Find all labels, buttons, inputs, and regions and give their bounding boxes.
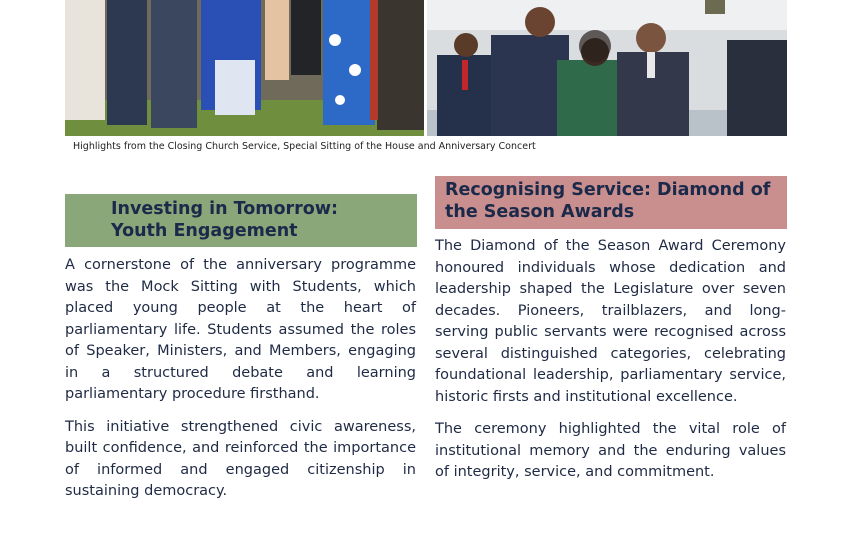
body-paragraph: The Diamond of the Season Award Ceremony honoured individuals whose dedication and leadership shaped the Legislature over seven decades. Pioneers, trailblazers, and long-serving public servants were recognised across several distinguished categories, celebrating foundational leadership, parliamentary service, historic firsts and institutional excellence. xyxy=(435,238,786,405)
youth-engagement-heading xyxy=(65,194,417,247)
youth-engagement-body xyxy=(65,255,416,514)
heading-line: the Season Awards xyxy=(445,202,635,222)
body-paragraph: A cornerstone of the anniversary programme was the Mock Sitting with Students, which placed young people at the heart of parliamentary life. Students assumed the roles of Speaker, Ministers, and Members, engaging in a structured debate and learning parliamentary procedure firsthand. xyxy=(65,257,416,402)
diamond-awards-body xyxy=(435,236,786,495)
photo-caption: Highlights from the Closing Church Service, Special Sitting of the House and Anniversary Concert xyxy=(73,141,536,152)
body-paragraph: This initiative strengthened civic awareness, built confidence, and reinforced the importance of informed and engaged citizenship in sustaining democracy. xyxy=(65,418,416,499)
handshake-ceremony-photo xyxy=(427,0,787,136)
diamond-awards-heading xyxy=(435,176,787,229)
heading-line: Recognising Service: Diamond of xyxy=(445,180,771,200)
body-paragraph: The ceremony highlighted the vital role of institutional memory and the enduring values of integrity, service, and commitment. xyxy=(435,421,786,480)
church-service-group-photo xyxy=(65,0,424,136)
heading-line: Youth Engagement xyxy=(111,221,298,241)
heading-line: Investing in Tomorrow: xyxy=(111,199,338,219)
